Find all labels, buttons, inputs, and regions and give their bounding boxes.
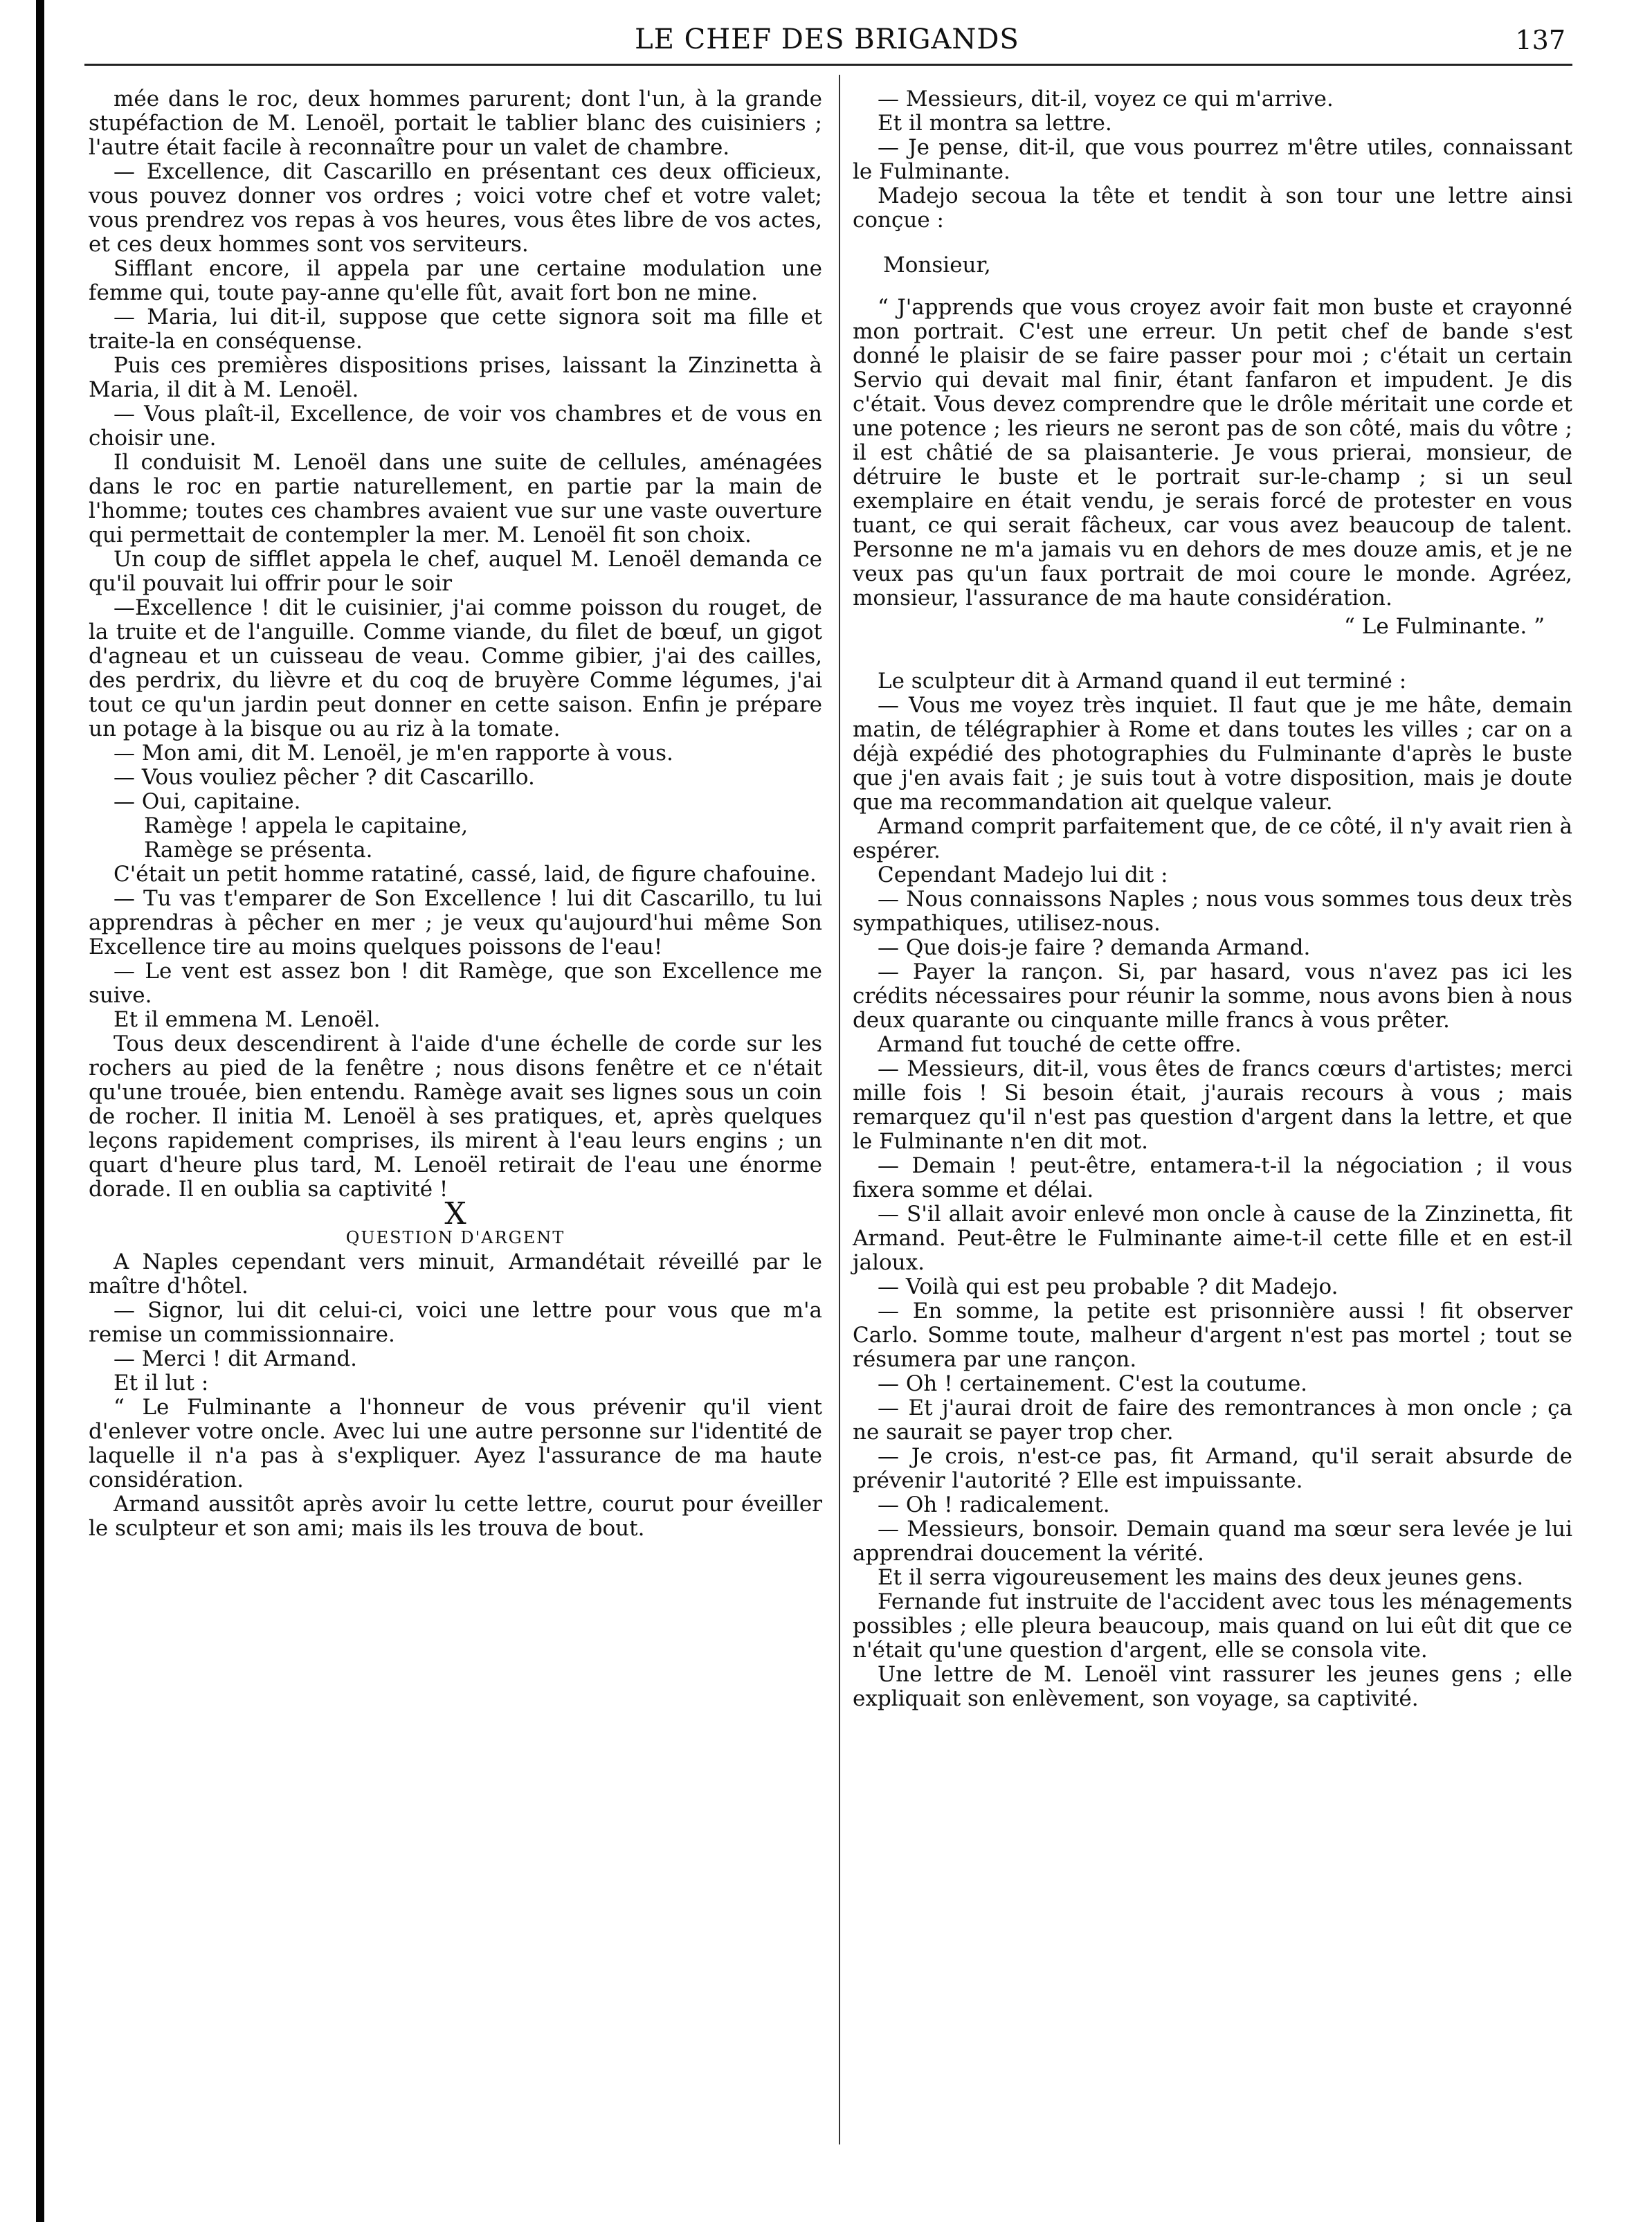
paragraph: Une lettre de M. Lenoël vint rassurer les jeunes gens ; elle expliquait son enlèvement, son voyage, sa captivité.: [853, 1662, 1572, 1711]
paragraph: Il conduisit M. Lenoël dans une suite de cellules, aménagées dans le roc en partie naturellement, en partie par la main de l'homme; toutes ces chambres avaient vue sur une vaste ouverture qui permettait de contempler la mer. M. Lenoël fit son choix.: [89, 450, 822, 548]
chapter-number: X: [444, 1196, 466, 1231]
paragraph: Le sculpteur dit à Armand quand il eut terminé :: [878, 669, 1407, 694]
paragraph: — Vous me voyez très inquiet. Il faut que je me hâte, demain matin, de télégraphier à Rome et dans toutes les villes ; car on a déjà expédié des photographies du Fulminante d'après le buste que j'en avais fait ; je suis tout à votre disposition, mais je doute que ma recommandation ait quelque valeur.: [853, 693, 1572, 815]
right-paragraphs-after: [853, 669, 1572, 1711]
paragraph: Armand fut touché de cette offre.: [878, 1032, 1242, 1057]
letter-salutation: Monsieur,: [883, 253, 991, 278]
paragraph: Et il lut :: [114, 1371, 209, 1395]
paragraph: Sifflant encore, il appela par une certaine modulation une femme qui, toute pay-anne qu'elle fût, avait fort bon ne mine.: [89, 256, 822, 305]
paragraph: — Merci ! dit Armand.: [114, 1346, 358, 1371]
left-column: [89, 87, 822, 1541]
paragraph: — Nous connaissons Naples ; nous vous sommes tous deux très sympathiques, utilisez-nous.: [853, 887, 1572, 936]
paragraph: A Naples cependant vers minuit, Armandétait réveillé par le maître d'hôtel.: [89, 1249, 822, 1299]
paragraph: Tous deux descendirent à l'aide d'une échelle de corde sur les rochers au pied de la fenêtre ; nous disons fenêtre et ce n'était qu'une trouée, bien entendu. Ramège avait ses lignes sous un coin de rocher. Il initia M. Lenoël à ses pratiques, et, après quelques leçons rapidement comprises, ils mirent à l'eau leurs engins ; un quart d'heure plus tard, M. Lenoël retirait de l'eau une énorme dorade. Il en oublia sa captivité !: [89, 1031, 822, 1202]
left-verse-lines: [89, 814, 822, 862]
header-rule: [84, 64, 1572, 66]
paragraph: — Je pense, dit-il, que vous pourrez m'être utiles, connaissant le Fulminante.: [853, 135, 1572, 184]
paragraph: Madejo secoua la tête et tendit à son tour une lettre ainsi conçue :: [853, 183, 1572, 233]
paragraph: — Vous plaît-il, Excellence, de voir vos chambres et de vous en choisir une.: [89, 401, 822, 451]
paragraph: Et il montra sa lettre.: [878, 111, 1112, 136]
paragraph: — Signor, lui dit celui-ci, voici une lettre pour vous que m'a remise un commissionnaire.: [89, 1298, 822, 1347]
paragraph: Armand comprit parfaitement que, de ce côté, il n'y avait rien à espérer.: [853, 814, 1572, 863]
column-divider: [839, 75, 840, 2144]
paragraph: — Mon ami, dit M. Lenoël, je m'en rapporte à vous.: [114, 741, 673, 766]
letter-signature: “ Le Fulminante. ”: [1344, 614, 1545, 639]
paragraph: — Vous vouliez pêcher ? dit Cascarillo.: [114, 765, 535, 790]
running-header: [83, 15, 1571, 64]
paragraph: — Demain ! peut-être, entamera-t-il la négociation ; il vous fixera somme et délai.: [853, 1153, 1572, 1202]
paragraph: — Tu vas t'emparer de Son Excellence ! lui dit Cascarillo, tu lui apprendras à pêcher en mer ; je veux qu'aujourd'hui même Son Excellence tire au moins quelques poissons de l'eau!: [89, 886, 822, 959]
paragraph: Cependant Madejo lui dit :: [878, 862, 1168, 887]
paragraph: — Oh ! radicalement.: [878, 1492, 1110, 1517]
paragraph: — Excellence, dit Cascarillo en présentant ces deux officieux, vous pouvez donner vos ordres ; voici votre chef et votre valet; vous prendrez vos repas à vos heures, vous êtes libre de vos actes, et ces deux hommes sont vos serviteurs.: [89, 159, 822, 257]
right-column: [853, 87, 1572, 1711]
paragraph: — Je crois, n'est-ce pas, fit Armand, qu'il serait absurde de prévenir l'autorité ? Elle est impuissante.: [853, 1444, 1572, 1493]
paragraph: Fernande fut instruite de l'accident avec tous les ménagements possibles ; elle pleura beaucoup, mais quand on lui eût dit que ce n'était qu'une question d'argent, elle se consola vite.: [853, 1589, 1572, 1663]
paragraph: Ramège ! appela le capitaine,: [144, 813, 469, 838]
right-paragraphs-before: [853, 87, 1572, 233]
paragraph: “ Le Fulminante a l'honneur de vous prévenir qu'il vient d'enlever votre oncle. Avec lui une autre personne sur l'identité de laquelle il n'a pas à s'expliquer. Ayez l'assurance de ma haute considération.: [89, 1395, 822, 1492]
letter-body: “ J'apprends que vous croyez avoir fait mon buste et crayonné mon portrait. C'est une erreur. Un petit chef de bande s'est donné le plaisir de se faire passer pour moi ; c'était un certain Servio qui devait mal finir, étant fanfaron et impudent. Je dis c'était. Vous devez comprendre que le drôle méritait une corde et une potence ; les rieurs ne seront pas de son côté, mais du vôtre ; il est châtié de sa plaisanterie. Je vous prierai, monsieur, de détruire le buste et le portrait sur-le-champ ; si un seul exemplaire en était vendu, je serais forcé de protester en vous tuant, ce qui serait fâcheux, car vous avez beaucoup de talent. Personne ne m'a jamais vu en dehors de mes douze amis, et je ne veux pas qu'un faux portrait de moi coure le monde. Agréez, monsieur, l'assurance de ma haute considération.: [853, 295, 1572, 611]
paragraph: C'était un petit homme ratatiné, cassé, laid, de figure chafouine.: [114, 862, 817, 887]
paragraph: — Maria, lui dit-il, suppose que cette signora soit ma fille et traite-la en conséquense.: [89, 305, 822, 354]
paragraph: — En somme, la petite est prisonnière aussi ! fit observer Carlo. Somme toute, malheur d'argent n'est pas mortel ; tout se résumera par une rançon.: [853, 1299, 1572, 1372]
paragraph: mée dans le roc, deux hommes parurent; dont l'un, à la grande stupéfaction de M. Lenoël, portait le tablier blanc des cuisiniers ; l'autre était facile à reconnaître pour un valet de chambre.: [89, 87, 822, 160]
paragraph: — Messieurs, dit-il, voyez ce qui m'arrive.: [878, 87, 1334, 111]
paragraph: Et il serra vigoureusement les mains des deux jeunes gens.: [878, 1565, 1524, 1590]
page-number: 137: [1515, 25, 1565, 55]
paragraph: —Excellence ! dit le cuisinier, j'ai comme poisson du rouget, de la truite et de l'anguille. Comme viande, du filet de bœuf, un gigot d'agneau et un cuisseau de veau. Comme gibier, j'ai des cailles, des perdrix, du lièvre et du coq de bruyère Comme légumes, j'ai tout ce qu'un jardin peut donner en cette saison. Enfin je prépare un potage à la bisque ou au riz à la tomate.: [89, 595, 822, 741]
paragraph: — Que dois-je faire ? demanda Armand.: [878, 935, 1311, 960]
paragraph: — S'il allait avoir enlevé mon oncle à cause de la Zinzinetta, fit Armand. Peut-être le Fulminante aime-t-il cette fille et en est-il jaloux.: [853, 1202, 1572, 1275]
paragraph: — Messieurs, dit-il, vous êtes de francs cœurs d'artistes; merci mille fois ! Si besoin était, j'aurais recours à vous ; mais remarquez qu'il n'est pas question d'argent dans la lettre, et que le Fulminante n'en dit mot.: [853, 1056, 1572, 1154]
paragraph: — Payer la rançon. Si, par hasard, vous n'avez pas ici les crédits nécessaires pour réunir la somme, nous avons bien à nous deux quarante ou cinquante mille francs à vous prêter.: [853, 959, 1572, 1033]
chapter-title: QUESTION D'ARGENT: [345, 1228, 565, 1247]
paragraph: — Voilà qui est peu probable ? dit Madejo.: [878, 1274, 1338, 1299]
paragraph: Ramège se présenta.: [144, 838, 373, 862]
paragraph: — Oui, capitaine.: [114, 789, 301, 814]
paragraph: Un coup de sifflet appela le chef, auquel M. Lenoël demanda ce qu'il pouvait lui offrir pour le soir: [89, 547, 822, 596]
paragraph: Puis ces premières dispositions prises, laissant la Zinzinetta à Maria, il dit à M. Lenoël.: [89, 353, 822, 402]
page-binding-edge: [36, 0, 44, 2222]
left-paragraphs-before: [89, 87, 822, 814]
paragraph: — Le vent est assez bon ! dit Ramège, que son Excellence me suive.: [89, 959, 822, 1008]
left-paragraphs-after: [89, 862, 822, 1202]
chapter-paragraphs: [89, 1250, 822, 1541]
paragraph: — Messieurs, bonsoir. Demain quand ma sœur sera levée je lui apprendrai doucement la vérité.: [853, 1517, 1572, 1566]
paragraph: Et il emmena M. Lenoël.: [114, 1007, 381, 1032]
running-title: LE CHEF DES BRIGANDS: [635, 24, 1019, 55]
paragraph: Armand aussitôt après avoir lu cette lettre, courut pour éveiller le sculpteur et son ami; mais ils les trouva de bout.: [89, 1492, 822, 1541]
paragraph: — Et j'aurai droit de faire des remontrances à mon oncle ; ça ne saurait se payer trop cher.: [853, 1395, 1572, 1445]
paragraph: — Oh ! certainement. C'est la coutume.: [878, 1371, 1308, 1396]
